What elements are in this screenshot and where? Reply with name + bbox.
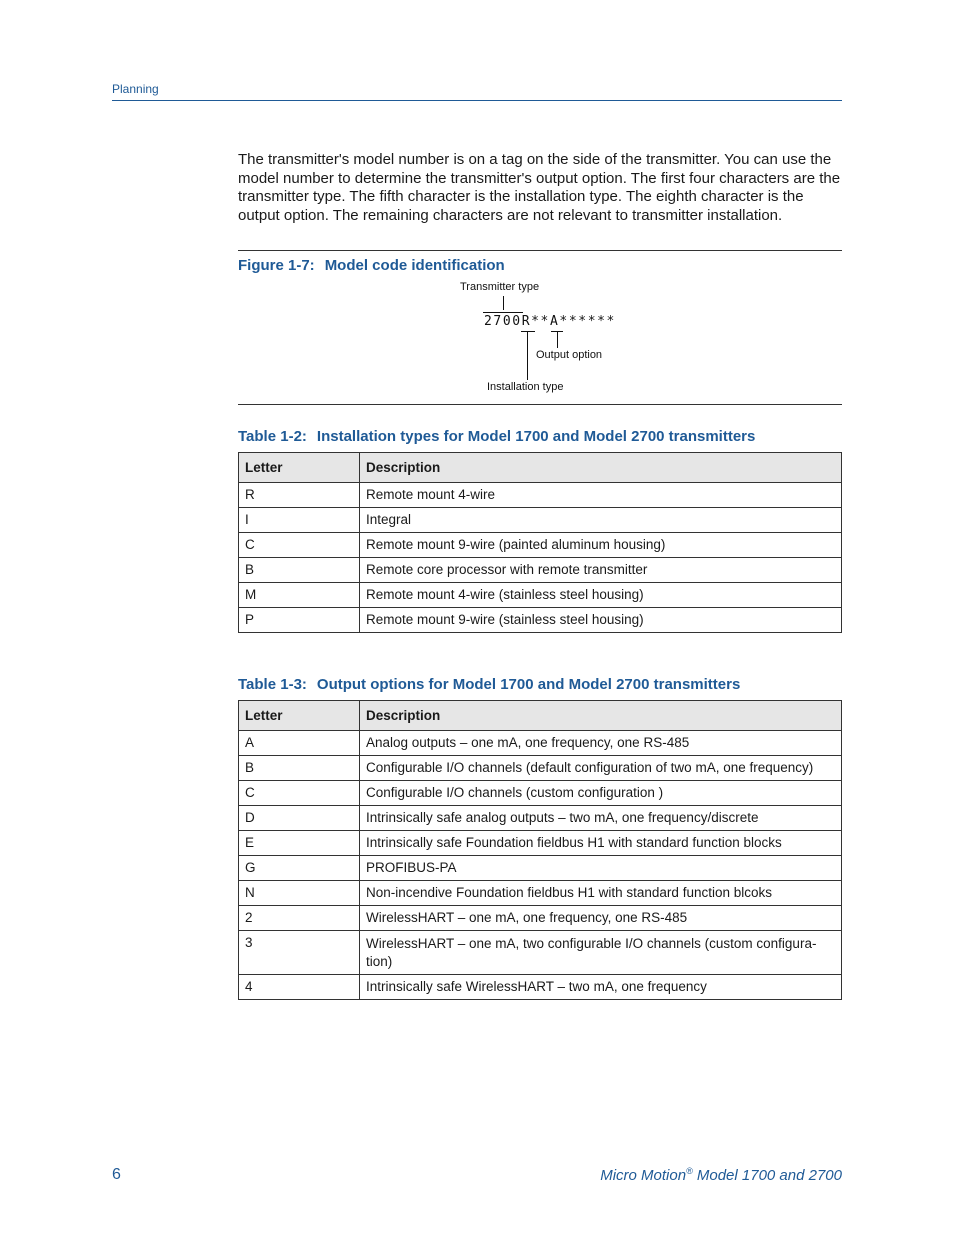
table-row (239, 856, 842, 881)
footer-model: Model 1700 and 2700 (692, 1167, 842, 1184)
letter-cell: R (239, 483, 360, 508)
description-cell: WirelessHART – one mA, one frequency, one RS-485 (360, 906, 842, 931)
column-header-letter: Letter (239, 453, 360, 483)
footer-product: Micro Motion (600, 1167, 687, 1184)
table-row (239, 881, 842, 906)
letter-cell: N (239, 881, 360, 906)
table-row (239, 906, 842, 931)
letter-cell: B (239, 756, 360, 781)
letter-cell: M (239, 583, 360, 608)
description-cell: Intrinsically safe Foundation fieldbus H1 with standard function blocks (360, 831, 842, 856)
table-row (239, 508, 842, 533)
output-option-label: Output option (536, 349, 603, 361)
registered-mark: ® (686, 1166, 693, 1176)
description-cell: Non-incendive Foundation fieldbus H1 with standard function blcoks (360, 881, 842, 906)
transmitter-type-leader (503, 296, 504, 310)
letter-cell: C (239, 781, 360, 806)
table-row (239, 781, 842, 806)
figure-bottom-rule (238, 404, 842, 405)
installation-type-label: Installation type (487, 381, 564, 393)
letter-cell: A (239, 731, 360, 756)
description-cell: Remote mount 4-wire (stainless steel housing) (360, 583, 842, 608)
table-row (239, 558, 842, 583)
figure-caption (238, 257, 505, 274)
description-cell: PROFIBUS-PA (360, 856, 842, 881)
description-cell: Configurable I/O channels (default configuration of two mA, one frequency) (360, 756, 842, 781)
model-code: 2700R**A****** (484, 314, 616, 329)
table-output-title: Output options for Model 1700 and Model 2700 transmitters (316, 676, 741, 693)
letter-cell: P (239, 608, 360, 633)
description-cell: Remote mount 9-wire (stainless steel housing) (360, 608, 842, 633)
table-install-title: Installation types for Model 1700 and Model 2700 transmitters (316, 428, 756, 445)
table-row (239, 931, 842, 975)
output-options-table (238, 700, 842, 1000)
table-row (239, 756, 842, 781)
column-header-description: Description (360, 453, 842, 483)
figure-title: Model code identification (324, 257, 505, 274)
description-cell: Analog outputs – one mA, one frequency, one RS-485 (360, 731, 842, 756)
table-row (239, 731, 842, 756)
table-output-number: Table 1-3: (238, 676, 307, 693)
description-cell: Remote core processor with remote transmitter (360, 558, 842, 583)
description-cell: Integral (360, 508, 842, 533)
installation-type-leader (527, 331, 528, 380)
description-cell: Configurable I/O channels (custom configuration ) (360, 781, 842, 806)
page-number: 6 (112, 1166, 121, 1183)
letter-cell: D (239, 806, 360, 831)
transmitter-type-bracket (483, 312, 523, 313)
letter-cell: G (239, 856, 360, 881)
letter-cell: 4 (239, 975, 360, 1000)
figure-number: Figure 1-7: (238, 257, 315, 274)
installation-type-tick (521, 331, 535, 332)
table-install-caption (238, 428, 755, 445)
table-row (239, 483, 842, 508)
header-divider (112, 100, 842, 101)
table-header-row (239, 453, 842, 483)
letter-cell: E (239, 831, 360, 856)
letter-cell: C (239, 533, 360, 558)
table-row (239, 831, 842, 856)
table-install-number: Table 1-2: (238, 428, 307, 445)
table-row (239, 533, 842, 558)
table-output-caption (238, 676, 740, 693)
section-header: Planning (112, 82, 159, 96)
installation-types-table (238, 452, 842, 633)
output-option-leader (557, 331, 558, 348)
letter-cell: 3 (239, 931, 360, 975)
transmitter-type-label: Transmitter type (460, 281, 540, 293)
column-header-letter: Letter (239, 701, 360, 731)
column-header-description: Description (360, 701, 842, 731)
figure-top-rule (238, 250, 842, 251)
description-cell: WirelessHART – one mA, two configurable I/O channels (custom configura-tion) (360, 931, 842, 975)
description-cell: Intrinsically safe WirelessHART – two mA, one frequency (360, 975, 842, 1000)
description-cell: Remote mount 4-wire (360, 483, 842, 508)
table-row (239, 608, 842, 633)
table-row (239, 975, 842, 1000)
table-row (239, 806, 842, 831)
letter-cell: 2 (239, 906, 360, 931)
intro-paragraph: The transmitter's model number is on a tag on the side of the transmitter. You can use the model number to determine the transmitter's output option. The first four characters are the transmitter type. The fifth character is the installation type. The eighth character is the output option. The remaining characters are not relevant to transmitter installation. (238, 151, 841, 224)
table-row (239, 583, 842, 608)
description-cell: Remote mount 9-wire (painted aluminum housing) (360, 533, 842, 558)
footer-product-title (600, 1166, 842, 1184)
table-header-row (239, 701, 842, 731)
letter-cell: B (239, 558, 360, 583)
letter-cell: I (239, 508, 360, 533)
description-cell: Intrinsically safe analog outputs – two mA, one frequency/discrete (360, 806, 842, 831)
